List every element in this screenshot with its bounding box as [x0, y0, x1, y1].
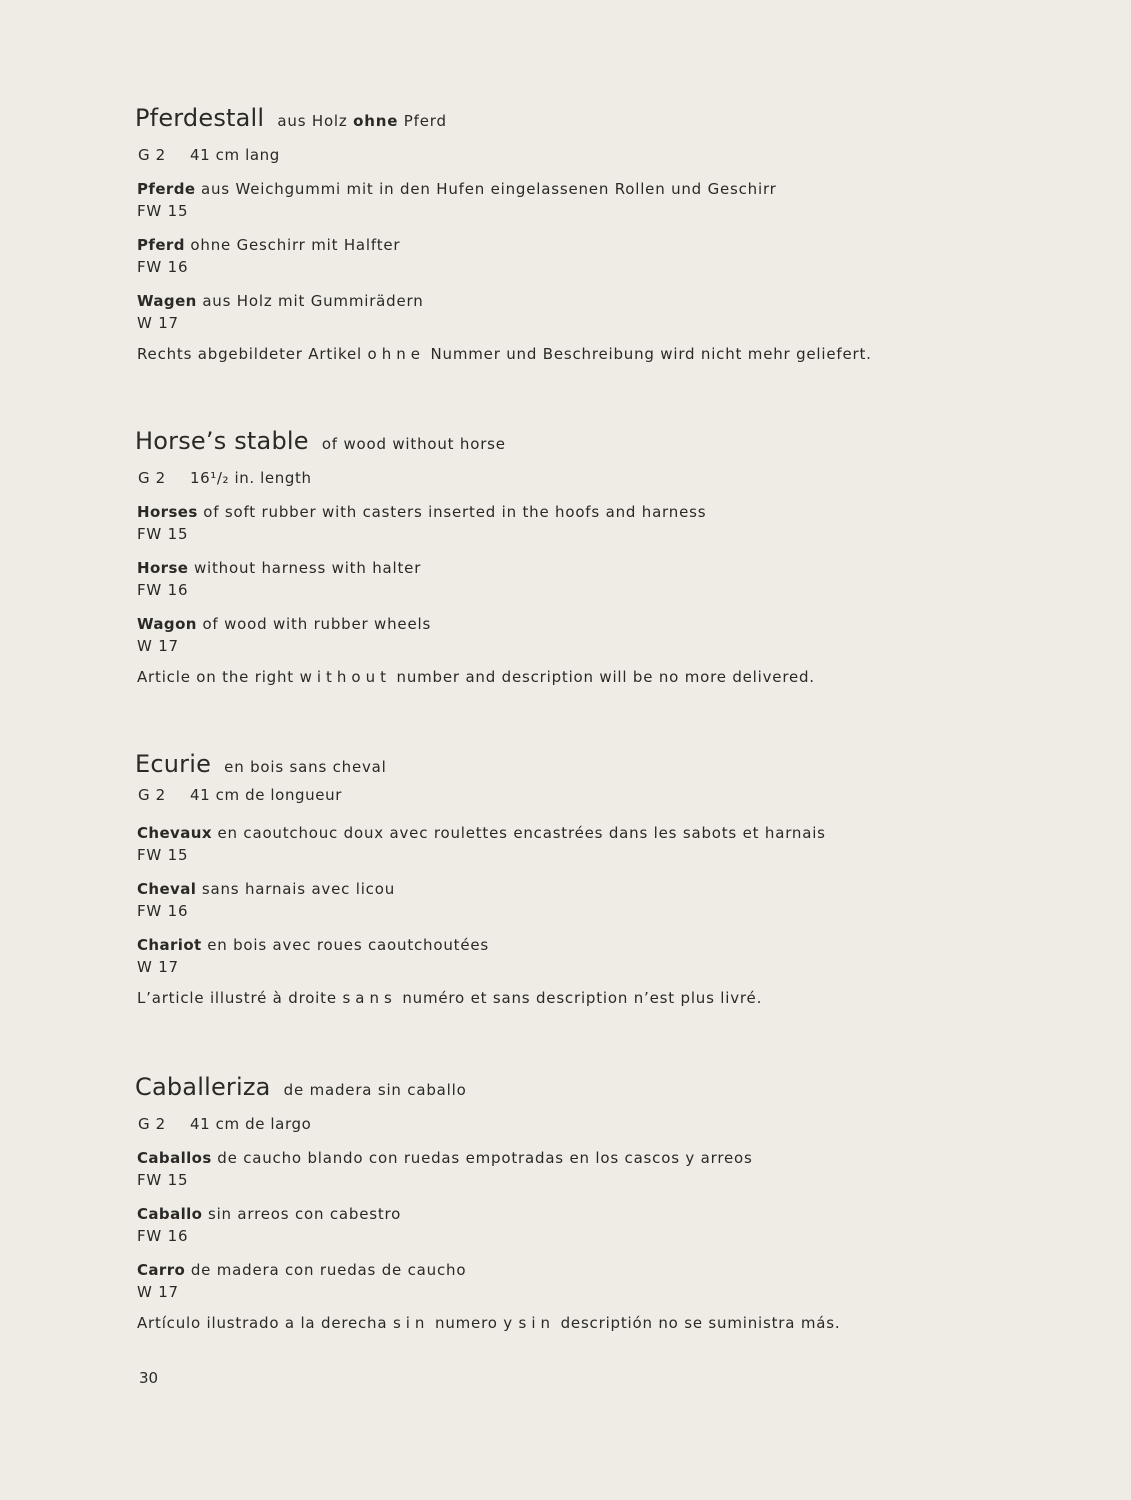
item-code: FW 16: [137, 581, 189, 599]
list-item: [135, 1149, 1035, 1193]
article-code-line: [135, 786, 1035, 808]
list-item: [135, 824, 1035, 868]
item-code: W 17: [137, 958, 179, 976]
article-code-line: [135, 146, 1035, 168]
item-code: FW 15: [137, 202, 189, 220]
subtitle-text: aus Holz: [277, 112, 348, 130]
note-text: L’article illustré à droite: [137, 989, 337, 1007]
item-code: W 17: [137, 1283, 179, 1301]
note-emphasis: ohne: [367, 345, 425, 363]
section-french: [135, 750, 1035, 1011]
item-code: FW 16: [137, 902, 189, 920]
note-text: Rechts abgebildeter Artikel: [137, 345, 362, 363]
list-item: [135, 180, 1035, 224]
section-note: [135, 989, 1035, 1011]
list-item: [135, 1205, 1035, 1249]
section-title: Horse’s stable: [135, 427, 309, 455]
page-number: 30: [139, 1369, 159, 1387]
article-code: G 2: [138, 1115, 166, 1133]
note-text: Nummer und Beschreibung wird nicht mehr geliefert.: [430, 345, 872, 363]
item-name: Carro: [137, 1261, 186, 1279]
article-code: G 2: [138, 146, 166, 164]
item-description: ohne Geschirr mit Halfter: [190, 236, 401, 254]
item-description: of soft rubber with casters inserted in the hoofs and harness: [203, 503, 707, 521]
item-description: without harness with halter: [193, 559, 422, 577]
section-note: [135, 668, 1035, 690]
article-size: 41 cm lang: [190, 146, 280, 164]
section-spanish: [135, 1073, 1035, 1336]
item-code: FW 15: [137, 846, 189, 864]
article-size: 41 cm de largo: [190, 1115, 312, 1133]
note-emphasis: sans: [342, 989, 397, 1007]
section-heading: [135, 427, 1035, 459]
note-text: descriptión no se suministra más.: [560, 1314, 841, 1332]
article-size: 41 cm de longueur: [190, 786, 342, 804]
note-text: Article on the right: [137, 668, 294, 686]
list-item: [135, 559, 1035, 603]
section-english: [135, 427, 1035, 690]
article-code-line: [135, 1115, 1035, 1137]
article-code-line: [135, 469, 1035, 491]
section-subtitle: en bois sans cheval: [224, 758, 387, 776]
item-name: Cheval: [137, 880, 197, 898]
section-heading: [135, 104, 1035, 136]
item-code: FW 16: [137, 258, 189, 276]
list-item: [135, 503, 1035, 547]
item-name: Pferde: [137, 180, 196, 198]
item-description: aus Weichgummi mit in den Hufen eingelassenen Rollen und Geschirr: [200, 180, 777, 198]
item-name: Caballos: [137, 1149, 212, 1167]
note-emphasis: without: [299, 668, 391, 686]
note-text: numéro et sans description n’est plus livré.: [402, 989, 763, 1007]
section-title: Pferdestall: [135, 104, 265, 132]
item-code: FW 15: [137, 1171, 189, 1189]
list-item: [135, 236, 1035, 280]
note-text: number and description will be no more delivered.: [396, 668, 815, 686]
list-item: [135, 292, 1035, 336]
section-note: [135, 1314, 1035, 1336]
section-subtitle: [277, 112, 446, 130]
subtitle-emphasis: ohne: [353, 112, 399, 130]
item-name: Caballo: [137, 1205, 203, 1223]
item-name: Pferd: [137, 236, 185, 254]
list-item: [135, 1261, 1035, 1305]
article-size: 16¹/₂ in. length: [190, 469, 312, 487]
item-description: en caoutchouc doux avec roulettes encastrées dans les sabots et harnais: [217, 824, 826, 842]
subtitle-text: Pferd: [403, 112, 447, 130]
item-description: sans harnais avec licou: [201, 880, 396, 898]
item-name: Chariot: [137, 936, 202, 954]
section-subtitle: de madera sin caballo: [283, 1081, 467, 1099]
section-title: Caballeriza: [135, 1073, 271, 1101]
note-emphasis: sin: [518, 1314, 556, 1332]
list-item: [135, 936, 1035, 980]
item-name: Wagen: [137, 292, 197, 310]
article-code: G 2: [138, 469, 166, 487]
item-code: FW 16: [137, 1227, 189, 1245]
item-code: FW 15: [137, 525, 189, 543]
section-note: [135, 345, 1035, 367]
item-code: W 17: [137, 314, 179, 332]
section-subtitle: of wood without horse: [321, 435, 506, 453]
item-description: of wood with rubber wheels: [202, 615, 432, 633]
article-code: G 2: [138, 786, 166, 804]
note-text: numero y: [435, 1314, 513, 1332]
note-emphasis: sin: [392, 1314, 430, 1332]
item-description: aus Holz mit Gummirädern: [202, 292, 424, 310]
list-item: [135, 880, 1035, 924]
list-item: [135, 615, 1035, 659]
section-heading: [135, 750, 1035, 782]
item-name: Wagon: [137, 615, 197, 633]
section-title: Ecurie: [135, 750, 212, 778]
note-text: Artículo ilustrado a la derecha: [137, 1314, 388, 1332]
item-description: sin arreos con cabestro: [207, 1205, 402, 1223]
section-heading: [135, 1073, 1035, 1105]
section-german: [135, 104, 1035, 367]
item-code: W 17: [137, 637, 179, 655]
item-name: Horses: [137, 503, 198, 521]
item-name: Horse: [137, 559, 189, 577]
item-description: de caucho blando con ruedas empotradas en los cascos y arreos: [217, 1149, 753, 1167]
item-name: Chevaux: [137, 824, 212, 842]
item-description: de madera con ruedas de caucho: [190, 1261, 467, 1279]
item-description: en bois avec roues caoutchoutées: [207, 936, 489, 954]
